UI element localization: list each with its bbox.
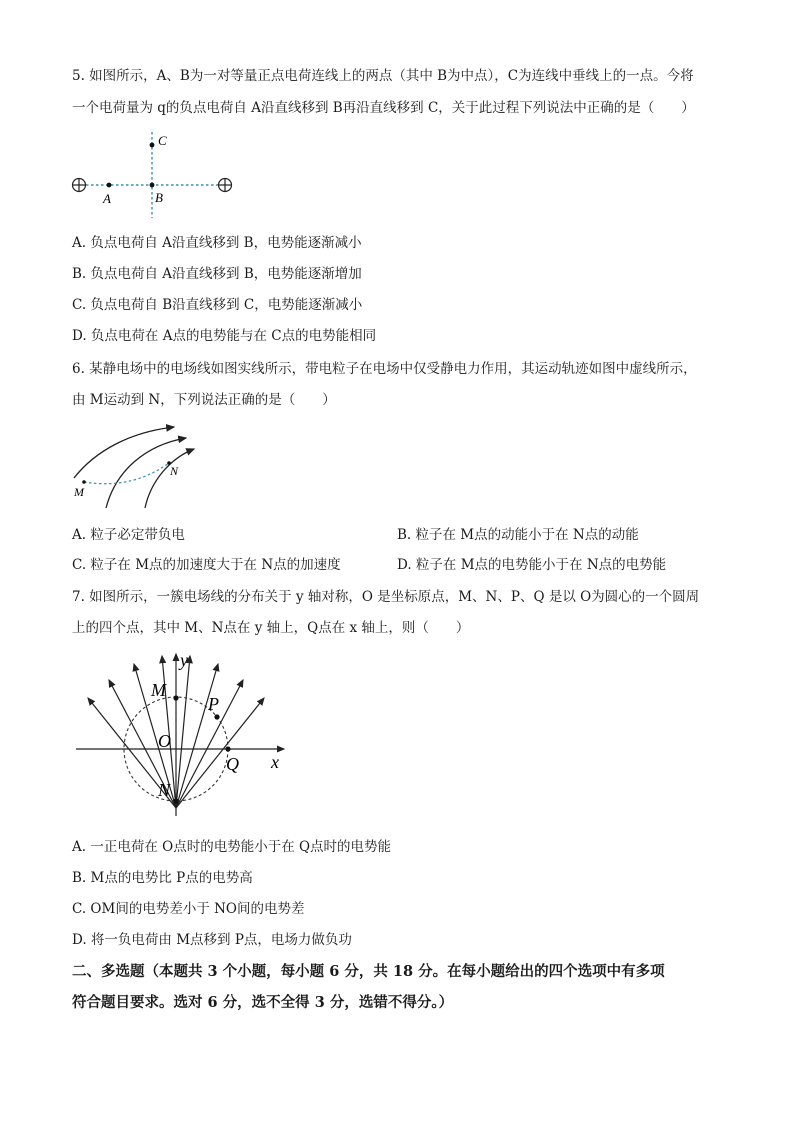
q5-option-a: A. 负点电荷自 A沿直线移到 B，电势能逐渐减小	[72, 235, 362, 251]
q5-option-c: C. 负点电荷自 B沿直线移到 C，电势能逐渐减小	[72, 297, 363, 313]
q6-option-d: D. 粒子在 M点的电势能小于在 N点的电势能	[397, 557, 667, 573]
section2-heading-line1: 二、多选题（本题共 3 个小题，每小题 6 分，共 18 分。在每小题给出的四个选项中有多项	[72, 963, 665, 980]
field-line-3	[145, 449, 194, 508]
label-m: M	[151, 680, 166, 700]
q7-stem-line2: 上的四个点，其中 M、N点在 y 轴上，Q点在 x 轴上，则（ ）	[72, 620, 470, 636]
point-p	[214, 714, 219, 719]
q6-stem-line1: 6. 某静电场中的电场线如图实线所示，带电粒子在电场中仅受静电力作用，其运动轨迹如图中虚线所示，	[72, 361, 697, 377]
point-q	[225, 746, 230, 751]
point-n	[173, 798, 178, 803]
label-y: y	[180, 650, 188, 670]
label-a: A	[103, 191, 111, 206]
label-c: C	[158, 133, 167, 148]
label-n: N	[170, 464, 179, 478]
q6-option-a: A. 粒子必定带负电	[72, 527, 185, 543]
q6-stem-line2: 由 M运动到 N，下列说法正确的是（ ）	[72, 392, 336, 408]
point-m	[173, 695, 178, 700]
q6-figure	[66, 420, 206, 512]
q6-option-c: C. 粒子在 M点的加速度大于在 N点的加速度	[72, 557, 341, 573]
label-m: M	[74, 485, 84, 499]
label-b: B	[155, 190, 163, 205]
q7-option-b: B. M点的电势比 P点的电势高	[72, 870, 253, 886]
q5-figure	[68, 128, 238, 220]
label-n: N	[158, 780, 171, 800]
q7-option-a: A. 一正电荷在 O点时的电势能小于在 Q点时的电势能	[72, 839, 392, 855]
q6-option-b: B. 粒子在 M点的动能小于在 N点的动能	[397, 527, 639, 543]
q7-option-c: C. OM间的电势差小于 NO间的电势差	[72, 901, 305, 917]
q7-figure	[72, 648, 292, 818]
point-m	[82, 480, 86, 484]
point-a	[107, 183, 112, 188]
q7-stem-line1: 7. 如图所示，一簇电场线的分布关于 y 轴对称，O 是坐标原点，M、N、P、Q 是以 O为圆心的一个圆周	[72, 589, 700, 605]
label-q: Q	[226, 754, 239, 774]
field-line-1	[74, 427, 174, 478]
q5-stem-line1: 5. 如图所示，A、B为一对等量正点电荷连线上的两点（其中 B为中点），C为连线中垂线上的一点。今将	[72, 68, 694, 84]
q5-option-b: B. 负点电荷自 A沿直线移到 B，电势能逐渐增加	[72, 266, 362, 282]
label-p: P	[208, 694, 219, 714]
label-o: O	[158, 731, 171, 751]
section2-heading-line2: 符合题目要求。选对 6 分，选不全得 3 分，选错不得分。）	[72, 994, 454, 1011]
positive-charge-left-icon	[73, 179, 86, 192]
positive-charge-right-icon	[219, 179, 232, 192]
q5-stem-line2: 一个电荷量为 q的负点电荷自 A沿直线移到 B再沿直线移到 C，关于此过程下列说法中正确的是（ ）	[72, 100, 695, 116]
q5-option-d: D. 负点电荷在 A点的电势能与在 C点的电势能相同	[72, 328, 377, 344]
label-x: x	[271, 752, 279, 772]
point-b	[150, 183, 155, 188]
point-c	[150, 143, 155, 148]
q7-option-d: D. 将一负电荷由 M点移到 P点，电场力做负功	[72, 932, 352, 948]
